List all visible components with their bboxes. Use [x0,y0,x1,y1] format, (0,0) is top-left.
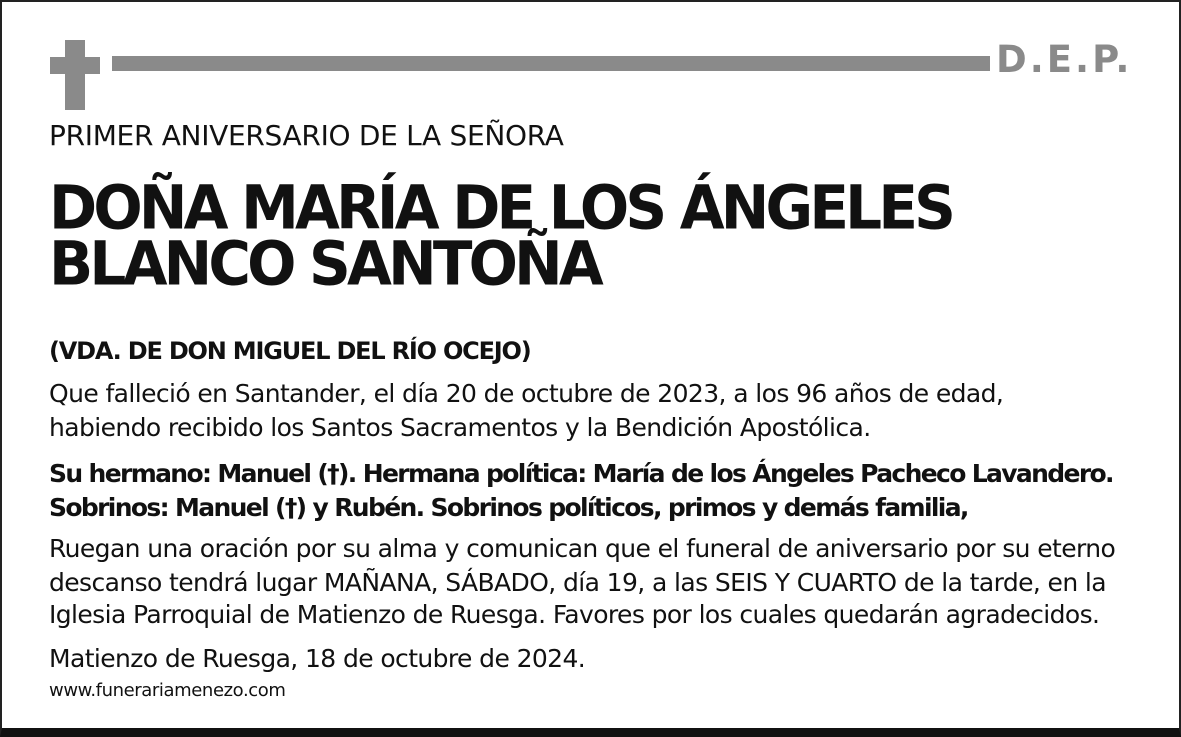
dep-label: D.E.P. [996,38,1133,81]
deceased-name-line-1: DOÑA MARÍA DE LOS ÁNGELES [49,171,953,244]
website-text: www.funerariamenezo.com [49,680,286,701]
death-details-line-2: habiendo recibido los Santos Sacramentos y la Bendición Apostólica. [49,413,871,442]
funeral-request-line-2: descanso tendrá lugar MAÑANA, SÁBADO, día 19, a las SEIS Y CUARTO de la tarde, en la [49,568,1106,597]
widow-of-line: (VDA. DE DON MIGUEL DEL RÍO OCEJO) [49,337,531,365]
cross-icon-vertical-bar [65,40,85,110]
family-line-1: Su hermano: Manuel (†). Hermana política: María de los Ángeles Pacheco Lavandero. [49,459,1113,488]
cross-icon-horizontal-bar [50,57,100,74]
family-line-2: Sobrinos: Manuel (†) y Rubén. Sobrinos políticos, primos y demás familia, [49,493,968,522]
funeral-request-line-1: Ruegan una oración por su alma y comunican que el funeral de aniversario por su eterno [49,534,1116,563]
death-details-line-1: Que falleció en Santander, el día 20 de octubre de 2023, a los 96 años de edad, [49,379,1004,408]
funeral-request-line-3: Iglesia Parroquial de Matienzo de Ruesga. Favores por los cuales quedarán agradecidos. [49,600,1100,629]
place-and-date: Matienzo de Ruesga, 18 de octubre de 2024. [49,644,586,673]
deceased-name-line-2: BLANCO SANTOÑA [49,227,600,300]
header-rule [112,56,990,71]
anniversary-intro: PRIMER ANIVERSARIO DE LA SEÑORA [49,119,564,152]
